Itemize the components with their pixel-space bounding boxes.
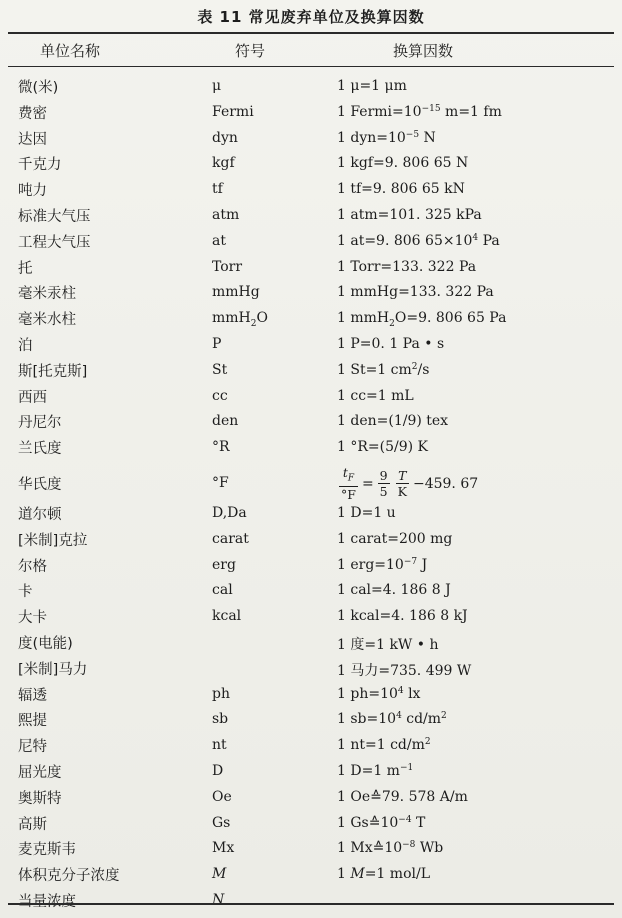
unit-name: 兰氏度 [18, 441, 62, 458]
bottom-rule [8, 903, 614, 905]
table-row [0, 76, 622, 102]
table-row [0, 179, 622, 205]
conversion-factor: 1 马力=735. 499 W [337, 662, 472, 679]
table-row [0, 153, 622, 179]
unit-symbol: kgf [212, 155, 235, 172]
header-conversion: 换算因数 [393, 42, 454, 60]
header-name: 单位名称 [40, 42, 101, 60]
unit-symbol: mmHg [212, 284, 260, 301]
unit-symbol: erg [212, 556, 236, 573]
unit-name: 西西 [18, 389, 47, 406]
unit-symbol: °F [212, 474, 229, 491]
unit-symbol: den [212, 413, 239, 430]
fahrenheit-formula: $\frac{t_F}{^\circ F}$ = $\frac{9}{5}$ $\frac{T}{K}$ −459. 67 [341, 464, 479, 503]
unit-name: 道尔顿 [18, 506, 62, 523]
unit-symbol: at [212, 232, 226, 249]
unit-symbol: Oe [212, 788, 232, 805]
table-row [0, 102, 622, 128]
unit-symbol: cc [212, 387, 228, 404]
conversion-factor: 1 $dyn=10^{-5}$ N [337, 129, 436, 146]
conversion-factor: 1 atm=101. 325 kPa [337, 206, 482, 223]
table-row [0, 813, 622, 839]
superscript: 2 [424, 737, 431, 748]
unit-name: 尔格 [18, 558, 47, 575]
unit-symbol: D,Da [212, 504, 247, 521]
unit-symbol: M [212, 866, 227, 883]
unit-name: 费密 [18, 105, 47, 122]
top-rule [8, 32, 614, 34]
unit-name: 卡 [18, 584, 33, 601]
table-row [0, 787, 622, 813]
conversion-factor: 1 cal=4. 186 8 J [337, 582, 451, 599]
header-symbol: 符号 [235, 42, 266, 60]
conversion-factor: 1 $Mx≙10^{-8}$ Wb [337, 840, 444, 857]
fraction-term: $\frac{T}{K}$ [397, 468, 407, 500]
fraction-term: $\frac{9}{5}$ [379, 468, 388, 500]
conversion-factor: 1 at=9. 806 $65\times 10^4$ Pa [337, 232, 500, 249]
table-row [0, 658, 622, 684]
unit-name: 微(米) [18, 80, 59, 96]
unit-name: 度(电能) [18, 635, 73, 652]
table-row [0, 761, 622, 787]
unit-symbol: cal [212, 582, 233, 599]
unit-name: 泊 [18, 337, 33, 354]
unit-symbol: N [212, 891, 225, 908]
unit-name: 毫米水柱 [18, 312, 76, 329]
conversion-factor: 1 $erg=10^{-7}$ J [337, 556, 428, 573]
conversion-factor: 1 Torr=133. 322 Pa [337, 258, 477, 275]
unit-symbol: μ [212, 78, 222, 94]
table-row [0, 735, 622, 761]
conversion-factor: 1 度=1 kW • h [337, 636, 439, 653]
table-row [0, 580, 622, 606]
table-row [0, 684, 622, 710]
unit-name: 辐透 [18, 687, 47, 704]
unit-name: 吨力 [18, 183, 47, 200]
unit-symbol: Torr [212, 258, 243, 275]
conversion-factor: 1 D=1 $m^{-1}$ [337, 762, 414, 779]
table-row [0, 282, 622, 308]
table-row [0, 231, 622, 257]
unit-symbol: D [212, 762, 224, 779]
conversion-factor: 1 mmH$_2$O=9. 806 65 Pa [337, 310, 507, 329]
unit-symbol: St [212, 361, 228, 378]
unit-name: 大卡 [18, 610, 47, 627]
unit-name: 标准大气压 [18, 208, 91, 225]
table-row [0, 709, 622, 735]
conversion-factor: 1 °R=(5/9) K [337, 439, 428, 456]
conversion-factor: 1 kgf=9. 806 65 N [337, 155, 469, 172]
header-rule [8, 66, 614, 67]
table-row [0, 555, 622, 581]
table-row [0, 463, 622, 503]
table-row [0, 411, 622, 437]
unit-name: 屈光度 [18, 764, 62, 781]
conversion-factor [337, 465, 478, 503]
table-row [0, 529, 622, 555]
unit-name: 千克力 [18, 157, 62, 174]
unit-name: 高斯 [18, 816, 47, 833]
unit-symbol: Gs [212, 814, 231, 831]
unit-name: 体积克分子浓度 [18, 868, 120, 885]
unit-symbol: tf [212, 181, 223, 198]
table-row [0, 308, 622, 334]
conversion-factor: 1 nt=1 $cd/m^2$ [337, 737, 431, 754]
unit-name: 熙提 [18, 713, 47, 730]
unit-name: [米制]克拉 [18, 532, 88, 549]
superscript: 4 [397, 685, 404, 696]
superscript: 4 [472, 232, 479, 243]
conversion-factor: 1 carat=200 mg [337, 530, 453, 547]
superscript: −4 [398, 814, 412, 825]
unit-symbol: Mx [212, 840, 235, 857]
table-row [0, 257, 622, 283]
superscript: −8 [402, 840, 416, 851]
table-row [0, 838, 622, 864]
subscript: 2 [389, 318, 395, 329]
table-body [0, 76, 622, 916]
unit-symbol: ph [212, 685, 230, 702]
superscript: 2 [441, 711, 447, 722]
conversion-factor: 1 den=(1/9) tex [337, 413, 449, 430]
table-row [0, 606, 622, 632]
unit-symbol: kcal [212, 608, 242, 625]
conversion-factor: 1 St=1 $cm^2/s$ [337, 361, 430, 378]
table-row [0, 205, 622, 231]
conversion-factor: 1 kcal=4. 186 8 kJ [337, 608, 468, 625]
table-title: 表 11 常见废弃单位及换算因数 [197, 8, 425, 26]
table-row [0, 864, 622, 890]
superscript: 2 [411, 361, 418, 372]
conversion-factor: 1 D=1 u [337, 504, 396, 521]
unit-name: 丹尼尔 [18, 415, 62, 432]
unit-name: 斯[托克斯] [18, 363, 88, 380]
superscript: −7 [403, 556, 418, 567]
unit-symbol: atm [212, 206, 240, 223]
unit-symbol: carat [212, 530, 249, 547]
superscript: −5 [405, 129, 420, 140]
unit-symbol: P [212, 335, 222, 352]
table-row [0, 334, 622, 360]
symbol-subscript: 2 [250, 318, 257, 329]
table-row [0, 128, 622, 154]
unit-name: [米制]马力 [18, 661, 88, 678]
table-row [0, 360, 622, 386]
unit-symbol: °R [212, 439, 230, 456]
table-row [0, 503, 622, 529]
unit-symbol: dyn [212, 129, 238, 146]
conversion-factor: 1 $sb=10^4$ $cd/m^2$ [337, 711, 447, 728]
conversion-factor: 1 tf=9. 806 65 kN [337, 181, 465, 198]
conversion-factor: 1 mmHg=133. 322 Pa [337, 284, 494, 301]
conversion-factor: 1 cc=1 mL [337, 387, 414, 404]
superscript: −15 [421, 103, 441, 114]
table-header [0, 36, 622, 64]
conversion-factor: 1 M=1 mol/L [337, 866, 430, 883]
table-row [0, 632, 622, 658]
unit-name: 当量浓度 [18, 893, 76, 910]
unit-name: 华氏度 [18, 476, 62, 493]
unit-symbol: Fermi [212, 103, 254, 120]
conversion-factor: 1 $Gs≙10^{-4}$ T [337, 814, 426, 831]
unit-name: 工程大气压 [18, 234, 91, 251]
conversion-factor: 1 $ph=10^4$ lx [337, 685, 421, 702]
unit-name: 尼特 [18, 739, 47, 756]
unit-name: 托 [18, 260, 33, 277]
superscript: −1 [399, 762, 414, 773]
unit-symbol: nt [212, 737, 227, 754]
unit-symbol: sb [212, 711, 229, 728]
unit-name: 奥斯特 [18, 790, 62, 807]
table-row [0, 437, 622, 463]
fraction-term: $\frac{t_F}{^\circ F}$ [341, 464, 356, 503]
unit-symbol: mmH$_2$O [212, 310, 268, 329]
unit-name: 麦克斯韦 [18, 842, 76, 859]
conversion-factor: 1 μ=1 μm [337, 78, 407, 94]
unit-name: 达因 [18, 131, 47, 148]
conversion-factor: 1 Oe≙79. 578 A/m [337, 788, 468, 805]
superscript: 4 [396, 711, 402, 722]
table-row [0, 386, 622, 412]
conversion-factor: 1 P=0. 1 Pa • s [337, 335, 445, 352]
conversion-factor: 1 $Fermi=10^{-15}$ m=1 fm [337, 103, 502, 120]
unit-name: 毫米汞柱 [18, 286, 76, 303]
